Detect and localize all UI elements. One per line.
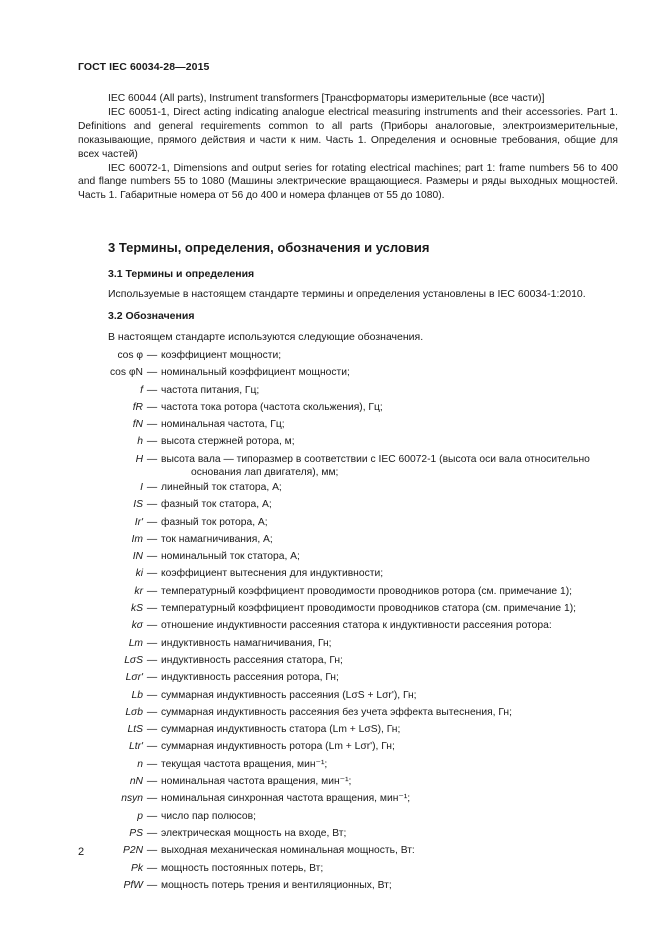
definition-line: температурный коэффициент проводимости проводников статора (см. примечание 1); — [161, 603, 577, 615]
symbol-definition — [78, 348, 623, 365]
dash-separator: — — [146, 810, 158, 822]
symbol-definition — [78, 878, 623, 895]
dash-separator: — — [146, 845, 158, 857]
symbol: kσ — [131, 620, 143, 632]
dash-separator: — — [146, 776, 158, 788]
dash-separator: — — [146, 585, 158, 597]
symbol-definition — [78, 757, 623, 774]
definition-text — [161, 365, 623, 380]
definition-line: температурный коэффициент проводимости проводников ротора (см. примечание 1); — [161, 585, 572, 597]
symbol-definition — [78, 480, 623, 497]
definition-text — [161, 400, 623, 415]
symbol: fR — [132, 401, 143, 413]
definition-line: электрическая мощность на входе, Вт; — [161, 827, 347, 839]
definition-line: выходная механическая номинальная мощность, Вт: — [161, 845, 415, 857]
symbol: cos φN — [110, 367, 143, 379]
definition-line: частота тока ротора (частота скольжения), Гц; — [161, 401, 383, 413]
symbol: kS — [130, 603, 143, 615]
definition-text — [161, 809, 623, 824]
dash-separator: — — [146, 350, 158, 361]
symbol-definition — [78, 584, 623, 601]
dash-separator: — — [146, 384, 158, 396]
symbol-definition — [78, 722, 623, 739]
definition-text — [161, 497, 623, 512]
symbol-definition — [78, 774, 623, 791]
dash-separator: — — [146, 603, 158, 615]
reference-item: IEC 60051-1, Direct acting indicating analogue electrical measuring instruments and their accessories. Part 1. Definitions and general requirements common to all parts (Приборы аналоговые, электроизмерительные, показывающие, прямого действия и части к ним. Часть 1. Определения и основные требования, общие для всех частей) — [78, 106, 618, 160]
symbol-definition — [78, 618, 623, 635]
dash-separator: — — [146, 793, 158, 805]
paragraph: В настоящем стандарте используются следующие обозначения. — [108, 331, 424, 343]
dash-separator: — — [146, 401, 158, 413]
symbol-definition — [78, 705, 623, 722]
definition-text — [161, 348, 623, 363]
definition-text — [161, 670, 623, 685]
definition-line: номинальная синхронная частота вращения, мин⁻¹; — [161, 793, 411, 805]
definition-text — [161, 434, 623, 449]
definition-text — [161, 722, 623, 737]
dash-separator: — — [146, 689, 158, 701]
dash-separator: — — [146, 481, 158, 493]
symbol-definition — [78, 739, 623, 756]
page-number: 2 — [78, 846, 85, 858]
definition-text — [161, 532, 623, 547]
page-header: ГОСТ IEC 60034-28—2015 — [78, 61, 210, 73]
dash-separator: — — [146, 367, 158, 379]
definition-line: суммарная индуктивность статора (Lm + LσS), Гн; — [161, 724, 401, 736]
definition-line: индуктивность рассеяния ротора, Гн; — [161, 672, 339, 684]
symbol-definition — [78, 549, 623, 566]
symbol: f — [140, 384, 143, 396]
symbols-list — [78, 348, 623, 895]
dash-separator: — — [146, 620, 158, 632]
symbol: h — [137, 436, 143, 448]
definition-line: коэффициент мощности; — [161, 350, 282, 361]
symbol: I — [140, 481, 143, 493]
symbol: PS — [129, 827, 143, 839]
definition-line: мощность потерь трения и вентиляционных, Вт; — [161, 879, 392, 891]
definition-text — [161, 861, 623, 876]
dash-separator: — — [146, 499, 158, 511]
symbol: n — [137, 758, 143, 770]
subsection-title: 3.2 Обозначения — [108, 310, 195, 322]
definition-line: коэффициент вытеснения для индуктивности; — [161, 568, 384, 580]
symbol: LtS — [127, 724, 143, 736]
symbol-definition — [78, 497, 623, 514]
definition-text — [161, 515, 623, 530]
symbol-definition — [78, 791, 623, 808]
dash-separator: — — [146, 706, 158, 718]
symbol-definition — [78, 653, 623, 670]
dash-separator: — — [146, 654, 158, 666]
definition-line: номинальная частота вращения, мин⁻¹; — [161, 776, 352, 788]
symbol: p — [137, 810, 143, 822]
definition-text — [161, 480, 623, 495]
definition-text — [161, 417, 623, 432]
definition-text — [161, 383, 623, 398]
dash-separator: — — [146, 436, 158, 448]
definition-line: линейный ток статора, А; — [161, 481, 282, 493]
definition-line: ток намагничивания, А; — [161, 533, 273, 545]
definition-line: высота стержней ротора, м; — [161, 436, 295, 448]
definition-text — [161, 774, 623, 789]
definition-line: номинальный коэффициент мощности; — [161, 367, 350, 379]
symbol: LσS — [124, 654, 143, 666]
definition-text — [161, 705, 623, 720]
definition-line: номинальный ток статора, А; — [161, 551, 300, 563]
symbol-definition — [78, 400, 623, 417]
reference-item: IEC 60072-1, Dimensions and output series for rotating electrical machines; part 1: frame numbers 56 to 400 and flange numbers 55 to 1080 (Машины электрические вращающиеся. Размеры и ряды выходных мощностей. Часть 1. Габаритные номера от 56 до 400 и номера фланцев от 55 до 1080). — [78, 162, 618, 202]
symbol: IS — [133, 499, 143, 511]
symbol-definition — [78, 688, 623, 705]
symbol: ki — [135, 568, 143, 580]
definition-text — [161, 452, 623, 480]
definition-line: мощность постоянных потерь, Вт; — [161, 862, 324, 874]
definition-text — [161, 688, 623, 703]
paragraph: Используемые в настоящем стандарте термины и определения установлены в IEC 60034-1:2010. — [108, 288, 586, 300]
subsection-title: 3.1 Термины и определения — [108, 268, 255, 280]
definition-text — [161, 601, 623, 616]
definition-line: суммарная индуктивность рассеяния (LσS + Lσr'), Гн; — [161, 689, 417, 701]
dash-separator: — — [146, 741, 158, 753]
symbol: nsyn — [121, 793, 143, 805]
definition-text — [161, 878, 623, 893]
definition-line: номинальная частота, Гц; — [161, 419, 285, 431]
symbol-definition — [78, 809, 623, 826]
dash-separator: — — [146, 758, 158, 770]
definition-text — [161, 549, 623, 564]
section-title: 3 Термины, определения, обозначения и условия — [108, 240, 430, 255]
symbol: Lσr' — [125, 672, 143, 684]
definition-line: высота вала — типоразмер в соответствии с IEC 60072-1 (высота оси вала относительно — [161, 453, 590, 465]
definition-line: фазный ток статора, А; — [161, 499, 272, 511]
dash-separator: — — [146, 419, 158, 431]
symbol-definition — [78, 843, 623, 860]
definition-text — [161, 653, 623, 668]
symbol-definition — [78, 826, 623, 843]
dash-separator: — — [146, 862, 158, 874]
symbol: PfW — [123, 879, 143, 891]
symbol: Lb — [131, 689, 143, 701]
symbol-definition — [78, 861, 623, 878]
dash-separator: — — [146, 879, 158, 891]
symbol: Ir' — [134, 516, 143, 528]
dash-separator: — — [146, 724, 158, 736]
dash-separator: — — [146, 827, 158, 839]
definition-line-continued: основания лап двигателя), мм; — [191, 467, 339, 479]
definition-line: индуктивность рассеяния статора, Гн; — [161, 654, 343, 666]
symbol: H — [135, 453, 143, 465]
symbol: Ltr' — [129, 741, 143, 753]
symbol-definition — [78, 566, 623, 583]
symbol: Pk — [130, 862, 143, 874]
symbol: Lm — [128, 637, 143, 649]
definition-line: отношение индуктивности рассеяния статора к индуктивности рассеяния ротора: — [161, 620, 552, 632]
symbol-definition — [78, 452, 623, 480]
definition-text — [161, 791, 623, 806]
definition-line: индуктивность намагничивания, Гн; — [161, 637, 332, 649]
dash-separator: — — [146, 453, 158, 465]
symbol: fN — [132, 419, 143, 431]
dash-separator: — — [146, 516, 158, 528]
definition-text — [161, 843, 623, 858]
definition-line: текущая частота вращения, мин⁻¹; — [161, 758, 328, 770]
definition-text — [161, 739, 623, 754]
symbol-definition — [78, 601, 623, 618]
definition-text — [161, 636, 623, 651]
symbol-definition — [78, 515, 623, 532]
definition-text — [161, 566, 623, 581]
definition-line: суммарная индуктивность ротора (Lm + Lσr'), Гн; — [161, 741, 395, 753]
symbol: nN — [129, 776, 143, 788]
definition-text — [161, 757, 623, 772]
symbol: Lσb — [125, 706, 143, 718]
symbol: cos φ — [117, 350, 143, 361]
dash-separator: — — [146, 637, 158, 649]
symbol-definition — [78, 636, 623, 653]
definition-line: суммарная индуктивность рассеяния без учета эффекта вытеснения, Гн; — [161, 706, 512, 718]
symbol: Im — [131, 533, 143, 545]
symbol-definition — [78, 417, 623, 434]
dash-separator: — — [146, 533, 158, 545]
normative-references — [78, 92, 618, 203]
symbol-definition — [78, 670, 623, 687]
definition-text — [161, 618, 623, 633]
symbol-definition — [78, 434, 623, 451]
definition-text — [161, 584, 623, 599]
symbol-definition — [78, 532, 623, 549]
definition-line: частота питания, Гц; — [161, 384, 260, 396]
reference-item: IEC 60044 (All parts), Instrument transformers [Трансформаторы измерительные (все части)] — [108, 93, 545, 104]
symbol-definition — [78, 383, 623, 400]
symbol-definition — [78, 365, 623, 382]
definition-line: фазный ток ротора, А; — [161, 516, 268, 528]
symbol: kr — [134, 585, 143, 597]
definition-line: число пар полюсов; — [161, 810, 256, 822]
dash-separator: — — [146, 568, 158, 580]
definition-text — [161, 826, 623, 841]
dash-separator: — — [146, 672, 158, 684]
dash-separator: — — [146, 551, 158, 563]
symbol: IN — [132, 551, 143, 563]
symbol: P2N — [122, 845, 143, 857]
